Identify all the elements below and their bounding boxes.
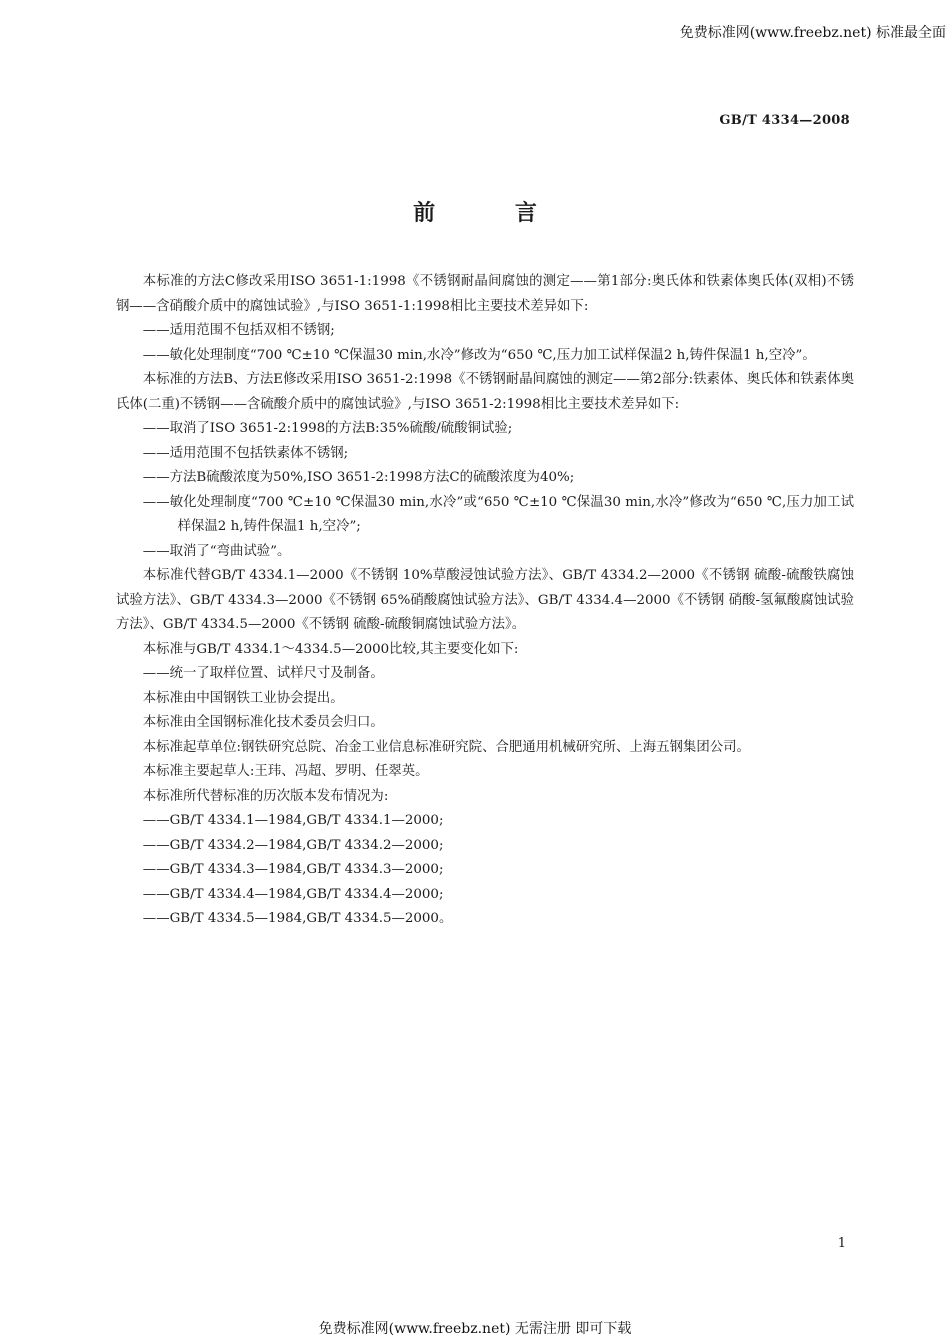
list-item: ——适用范围不包括铁素体不锈钢; (142, 445, 349, 461)
list-item: ——GB/T 4334.1—1984,GB/T 4334.1—2000; (142, 813, 444, 828)
watermark-bottom: 免费标准网(www.freebz.net) 无需注册 即可下载 (318, 1321, 632, 1337)
paragraph: 本标准由中国钢铁工业协会提出。 (142, 690, 344, 706)
list-item: ——适用范围不包括双相不锈钢; (142, 323, 335, 338)
list-item: ——GB/T 4334.2—1984,GB/T 4334.2—2000; (142, 837, 444, 853)
standard-code: GB/T 4334—2008 (719, 113, 850, 128)
watermark-top: 免费标准网(www.freebz.net) 标准最全面 (679, 25, 946, 41)
page-title: 前 言 (413, 200, 573, 226)
paragraph: 本标准与GB/T 4334.1～4334.5—2000比较,其主要变化如下: (142, 641, 519, 657)
paragraph: 本标准由全国钢标准化技术委员会归口。 (142, 715, 384, 730)
list-item: ——敏化处理制度“700 ℃±10 ℃保温30 min,水冷”修改为“650 ℃,压力加工试样保温2 h,铸件保温1 h,空冷”。 (142, 347, 816, 363)
list-item: ——GB/T 4334.3—1984,GB/T 4334.3—2000; (142, 862, 444, 877)
list-item: ——敏化处理制度“700 ℃±10 ℃保温30 min,水冷”或“650 ℃±10 ℃保温30 min,水冷”修改为“650 ℃,压力加工试样保温2 h,铸件保温1 h,空冷”; (142, 494, 854, 534)
foreword-body (116, 270, 854, 932)
list-item: ——统一了取样位置、试样尺寸及制备。 (142, 666, 384, 681)
paragraph: 本标准代替GB/T 4334.1—2000《不锈钢 10%草酸浸蚀试验方法》、GB/T 4334.2—2000《不锈钢 硫酸-硫酸铁腐蚀试验方法》、GB/T 4334.3—2000《不锈钢 65%硝酸腐蚀试验方法》、GB/T 4334.4—2000《不锈钢 硝酸-氢氟酸腐蚀试验方法》、GB/T 4334.5—2000《不锈钢 硫酸-硫酸铜腐蚀试验方法》。 (116, 568, 854, 632)
paragraph: 本标准主要起草人:王玮、冯超、罗明、任翠英。 (142, 764, 429, 779)
list-item: ——取消了“弯曲试验”。 (142, 543, 291, 559)
list-item: ——GB/T 4334.4—1984,GB/T 4334.4—2000; (142, 886, 444, 902)
list-item: ——方法B硫酸浓度为50%,ISO 3651-2:1998方法C的硫酸浓度为40%; (142, 470, 575, 485)
paragraph: 本标准所代替标准的历次版本发布情况为: (142, 788, 389, 804)
page-number: 1 (837, 1236, 846, 1251)
paragraph: 本标准的方法B、方法E修改采用ISO 3651-2:1998《不锈钢耐晶间腐蚀的测定——第2部分:铁素体、奥氏体和铁素体奥氏体(二重)不锈钢——含硫酸介质中的腐蚀试验》,与ISO 3651-2:1998相比主要技术差异如下: (116, 372, 854, 412)
list-item: ——GB/T 4334.5—1984,GB/T 4334.5—2000。 (142, 911, 453, 926)
paragraph: 本标准的方法C修改采用ISO 3651-1:1998《不锈钢耐晶间腐蚀的测定——第1部分:奥氏体和铁素体奥氏体(双相)不锈钢——含硝酸介质中的腐蚀试验》,与ISO 3651-1:1998相比主要技术差异如下: (116, 274, 854, 314)
paragraph: 本标准起草单位:钢铁研究总院、冶金工业信息标准研究院、合肥通用机械研究所、上海五钢集团公司。 (142, 739, 750, 755)
list-item: ——取消了ISO 3651-2:1998的方法B:35%硫酸/硫酸铜试验; (142, 421, 513, 436)
